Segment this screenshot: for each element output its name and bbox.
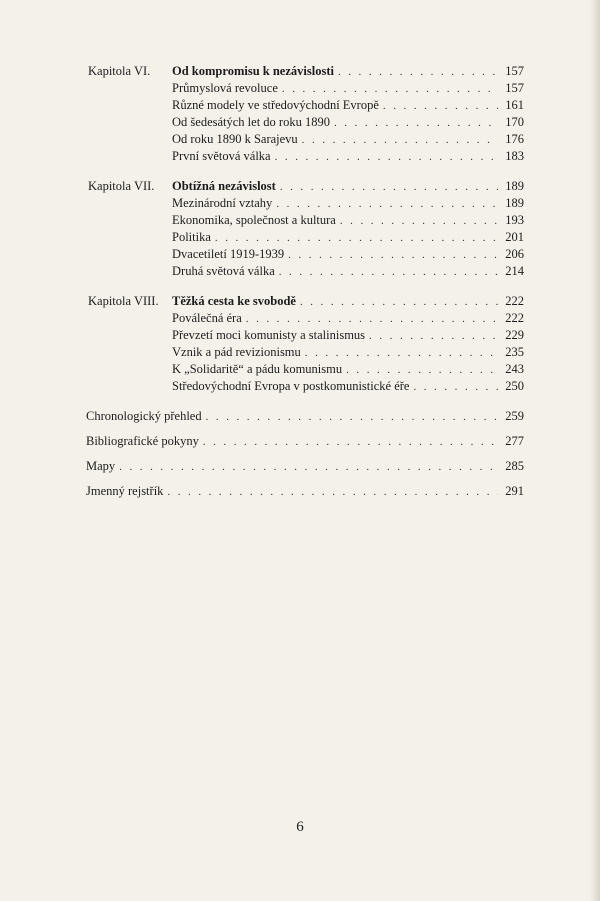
entry-title: Dvacetiletí 1919-1939 <box>172 247 285 261</box>
entry-title: Od šedesátých let do roku 1890 <box>172 115 330 129</box>
entry-title: Od roku 1890 k Sarajevu <box>172 132 298 146</box>
toc-entry <box>172 131 524 148</box>
chapter-title: Těžká cesta ke svobodě <box>172 294 296 308</box>
chapter-heading <box>172 293 524 310</box>
toc-entry <box>172 327 524 344</box>
toc-entry <box>172 378 524 395</box>
toc-entry <box>172 263 524 280</box>
page-ref: 189 <box>505 196 524 210</box>
dot-leader <box>346 362 498 379</box>
dot-leader <box>305 345 498 362</box>
dot-leader <box>413 379 498 396</box>
page-ref: 157 <box>505 64 524 78</box>
page-ref: 193 <box>505 213 524 227</box>
dot-leader <box>334 115 498 132</box>
dot-leader <box>300 294 498 311</box>
dot-leader <box>383 98 498 115</box>
page-ref: 285 <box>505 459 524 473</box>
appendix-entry <box>86 433 524 450</box>
entry-title: Chronologický přehled <box>86 409 202 423</box>
page-ref: 229 <box>505 328 524 342</box>
toc-entry <box>172 344 524 361</box>
page-ref: 176 <box>505 132 524 146</box>
page-edge-shadow <box>590 0 600 901</box>
chapter-title: Od kompromisu k nezávislosti <box>172 64 334 78</box>
dot-leader <box>282 81 498 98</box>
page-number: 6 <box>296 819 304 835</box>
appendix-entry <box>86 458 524 475</box>
dot-leader <box>276 196 498 213</box>
dot-leader <box>340 213 498 230</box>
entry-title: Převzetí moci komunisty a stalinismus <box>172 328 366 342</box>
entry-title: První světová válka <box>172 149 271 163</box>
toc-entry <box>172 195 524 212</box>
page-ref: 170 <box>505 115 524 129</box>
appendix-entry <box>86 483 524 500</box>
chapter-label: Kapitola VI. <box>88 64 151 78</box>
appendix-entry <box>86 408 524 425</box>
page-ref: 250 <box>505 379 524 393</box>
chapter-heading <box>172 63 524 80</box>
dot-leader <box>215 230 498 247</box>
entry-title: Politika <box>172 230 211 244</box>
entry-title: Poválečná éra <box>172 311 242 325</box>
toc-entry <box>172 212 524 229</box>
dot-leader <box>338 64 498 81</box>
page-ref: 243 <box>505 362 524 376</box>
dot-leader <box>280 179 498 196</box>
dot-leader <box>206 409 498 426</box>
entry-title: Ekonomika, společnost a kultura <box>172 213 336 227</box>
entry-title: Bibliografické pokyny <box>86 434 199 448</box>
page-ref: 183 <box>505 149 524 163</box>
entry-title: K „Solidaritě“ a pádu komunismu <box>172 362 343 376</box>
chapter-label: Kapitola VIII. <box>88 294 159 308</box>
toc-entry <box>172 246 524 263</box>
dot-leader <box>246 311 498 328</box>
dot-leader <box>288 247 498 264</box>
toc-entry <box>172 148 524 165</box>
toc-entry <box>172 80 524 97</box>
dot-leader <box>275 149 498 166</box>
toc-entry <box>172 361 524 378</box>
entry-title: Mezinárodní vztahy <box>172 196 273 210</box>
page-ref: 214 <box>505 264 524 278</box>
entry-title: Průmyslová revoluce <box>172 81 278 95</box>
chapter-title: Obtížná nezávislost <box>172 179 276 193</box>
toc-entry <box>172 229 524 246</box>
page-ref: 206 <box>505 247 524 261</box>
dot-leader <box>369 328 498 345</box>
page-ref: 277 <box>505 434 524 448</box>
entry-title: Druhá světová válka <box>172 264 275 278</box>
entry-title: Středovýchodní Evropa v postkomunistické éře <box>172 379 410 393</box>
page-ref: 222 <box>505 311 524 325</box>
page-ref: 291 <box>505 484 524 498</box>
entry-title: Různé modely ve středovýchodní Evropě <box>172 98 379 112</box>
page-ref: 259 <box>505 409 524 423</box>
entry-title: Vznik a pád revizionismu <box>172 345 301 359</box>
toc-entry <box>172 114 524 131</box>
page-ref: 189 <box>505 179 524 193</box>
page-ref: 157 <box>505 81 524 95</box>
chapter-heading <box>172 178 524 195</box>
entry-title: Mapy <box>86 459 116 473</box>
dot-leader <box>302 132 498 149</box>
dot-leader <box>279 264 498 281</box>
page-ref: 235 <box>505 345 524 359</box>
dot-leader <box>167 484 498 501</box>
dot-leader <box>119 459 498 476</box>
toc-entry <box>172 97 524 114</box>
chapter-label: Kapitola VII. <box>88 179 155 193</box>
dot-leader <box>203 434 498 451</box>
page-ref: 161 <box>505 98 524 112</box>
page-ref: 201 <box>505 230 524 244</box>
entry-title: Jmenný rejstřík <box>86 484 164 498</box>
page-ref: 222 <box>505 294 524 308</box>
toc-entry <box>172 310 524 327</box>
